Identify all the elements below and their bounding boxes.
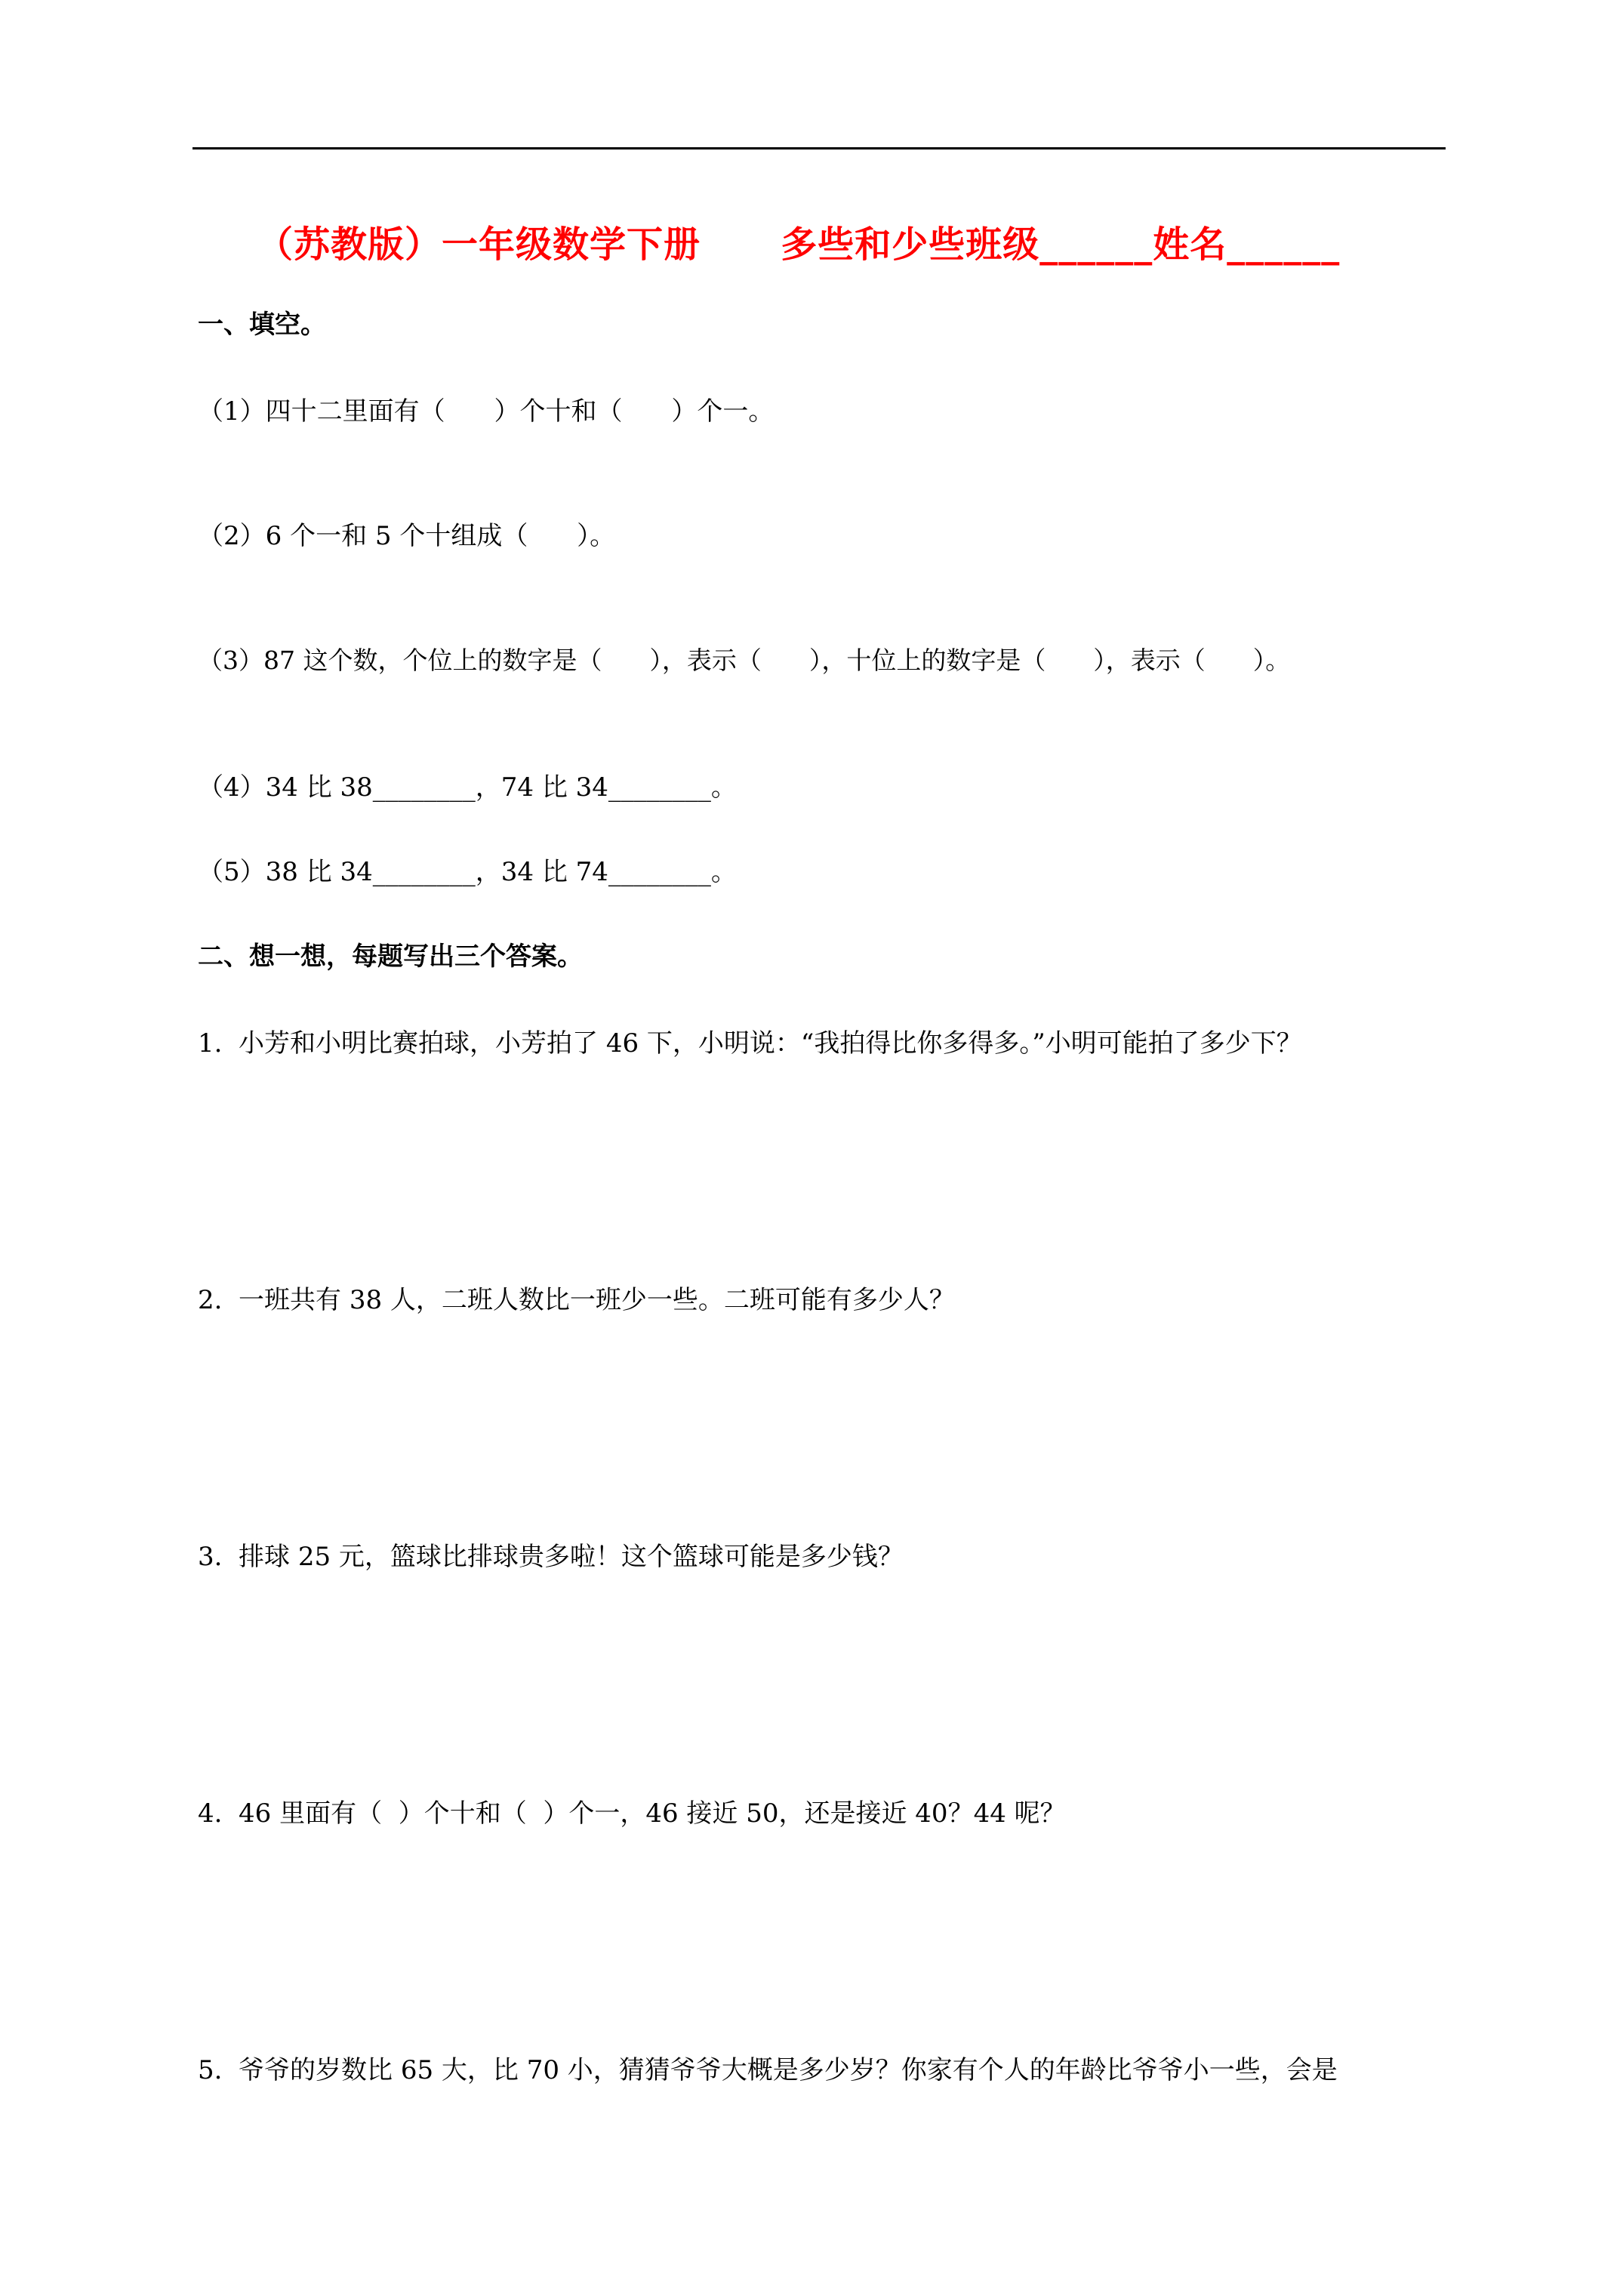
section-2-heading: 二、想一想，每题写出三个答案。 [198,942,583,972]
page-title: （苏教版）一年级数学下册 多些和少些班级______姓名______ [257,223,1341,266]
fill-item-2: （2）6 个一和 5 个十组成（ ）。 [198,521,616,551]
fill-item-1: （1）四十二里面有（ ）个十和（ ）个一。 [198,396,775,427]
header-rule [192,147,1446,149]
question-3: 3. 排球 25 元，篮球比排球贵多啦！这个篮球可能是多少钱？ [198,1542,904,1572]
fill-item-4: （4）34 比 38________，74 比 34________。 [198,772,737,803]
section-1-heading: 一、填空。 [198,310,326,340]
question-2: 2. 一班共有 38 人，二班人数比一班少一些。二班可能有多少人？ [198,1285,955,1315]
fill-item-3: （3）87 这个数，个位上的数字是（ ），表示（ ），十位上的数字是（ ），表示（ ）。 [198,646,1291,675]
question-1: 1. 小芳和小明比赛拍球，小芳拍了 46 下，小明说：“我拍得比你多得多。”小明可能拍了多少下？ [198,1028,1302,1059]
fill-item-5: （5）38 比 34________，34 比 74________。 [198,857,737,887]
question-5: 5. 爷爷的岁数比 65 大，比 70 小，猜猜爷爷大概是多少岁？你家有个人的年龄比爷爷小一些，会是 [198,2055,1338,2085]
question-4: 4. 46 里面有（ ）个十和（ ）个一，46 接近 50，还是接近 40？44 呢？ [198,1798,1066,1829]
